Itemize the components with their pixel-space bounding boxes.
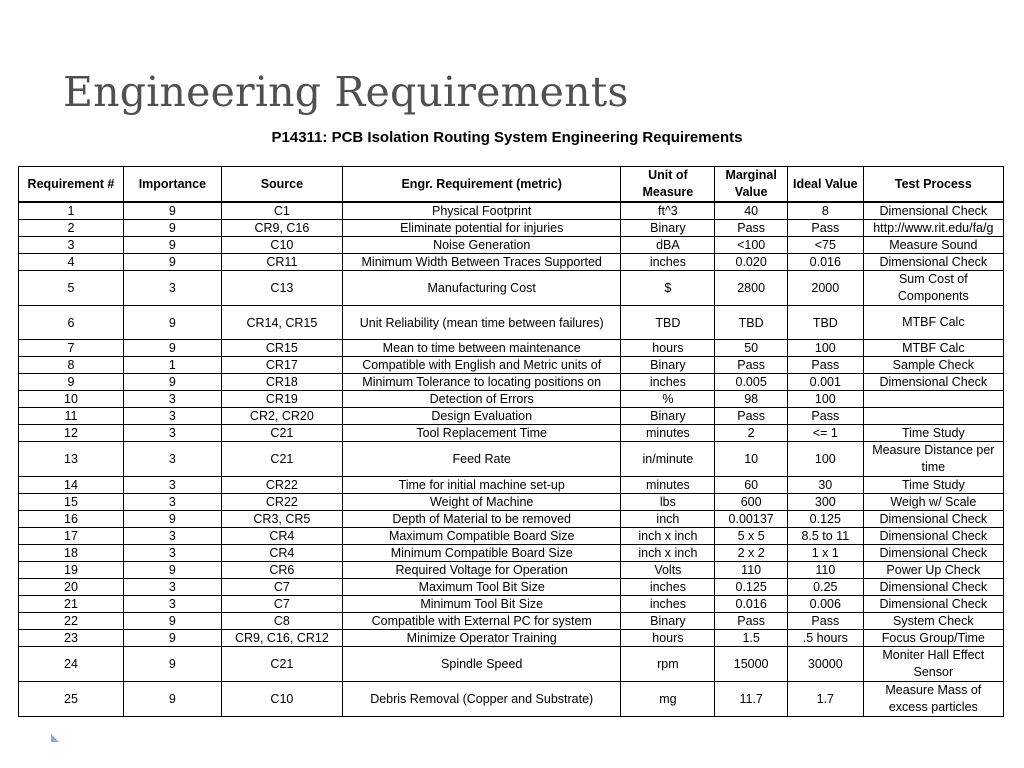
cell-unit-of-measure: minutes [621, 425, 715, 442]
cell-marginal-value: Pass [715, 408, 788, 425]
cell-importance: 3 [123, 545, 221, 562]
cell-marginal-value: 98 [715, 391, 788, 408]
cell-marginal-value: 11.7 [715, 682, 788, 717]
cell-ideal-value: Pass [787, 357, 863, 374]
cell-ideal-value: Pass [787, 408, 863, 425]
cell-importance: 9 [123, 511, 221, 528]
cell-engr-requirement: Compatible with External PC for system [342, 613, 621, 630]
cell-marginal-value: 10 [715, 442, 788, 477]
cell-requirement-number: 21 [19, 596, 124, 613]
cell-importance: 9 [123, 374, 221, 391]
cell-unit-of-measure: % [621, 391, 715, 408]
cell-engr-requirement: Feed Rate [342, 442, 621, 477]
cell-source: C21 [221, 647, 342, 682]
cell-unit-of-measure: $ [621, 271, 715, 306]
cell-importance: 9 [123, 613, 221, 630]
cell-unit-of-measure: rpm [621, 647, 715, 682]
cell-requirement-number: 18 [19, 545, 124, 562]
cell-source: CR9, C16, CR12 [221, 630, 342, 647]
cell-importance: 3 [123, 271, 221, 306]
table-row [19, 202, 1004, 220]
table-row [19, 596, 1004, 613]
cell-test-process: Measure Sound [863, 237, 1003, 254]
cell-test-process: Dimensional Check [863, 511, 1003, 528]
cell-importance: 3 [123, 477, 221, 494]
cell-test-process: MTBF Calc [863, 340, 1003, 357]
cell-source: C1 [221, 202, 342, 220]
table-row [19, 254, 1004, 271]
cell-engr-requirement: Required Voltage for Operation [342, 562, 621, 579]
cell-marginal-value: <100 [715, 237, 788, 254]
cell-source: CR22 [221, 477, 342, 494]
requirements-table-body [19, 202, 1004, 717]
cell-test-process: Dimensional Check [863, 545, 1003, 562]
cell-engr-requirement: Physical Footprint [342, 202, 621, 220]
cell-ideal-value: 0.006 [787, 596, 863, 613]
cell-importance: 1 [123, 357, 221, 374]
cell-requirement-number: 19 [19, 562, 124, 579]
cell-importance: 3 [123, 579, 221, 596]
cell-source: CR14, CR15 [221, 306, 342, 340]
cell-engr-requirement: Eliminate potential for injuries [342, 220, 621, 237]
cell-test-process: Measure Distance per time [863, 442, 1003, 477]
header-test-process: Test Process [863, 167, 1003, 203]
cell-test-process: http://www.rit.edu/fa/g [863, 220, 1003, 237]
cell-importance: 9 [123, 254, 221, 271]
cell-ideal-value: 30000 [787, 647, 863, 682]
cell-importance: 3 [123, 408, 221, 425]
table-row [19, 613, 1004, 630]
cell-test-process: System Check [863, 613, 1003, 630]
cell-requirement-number: 25 [19, 682, 124, 717]
cell-test-process: Sample Check [863, 357, 1003, 374]
cell-requirement-number: 22 [19, 613, 124, 630]
header-ideal-value: Ideal Value [787, 167, 863, 203]
cell-engr-requirement: Manufacturing Cost [342, 271, 621, 306]
cell-unit-of-measure: inch x inch [621, 528, 715, 545]
cell-requirement-number: 6 [19, 306, 124, 340]
table-row [19, 391, 1004, 408]
cell-importance: 9 [123, 562, 221, 579]
cell-source: C10 [221, 237, 342, 254]
cell-ideal-value: 300 [787, 494, 863, 511]
cell-marginal-value: 110 [715, 562, 788, 579]
cell-source: CR4 [221, 545, 342, 562]
cell-marginal-value: 50 [715, 340, 788, 357]
cell-source: CR17 [221, 357, 342, 374]
cell-marginal-value: 60 [715, 477, 788, 494]
cell-source: C7 [221, 579, 342, 596]
cell-requirement-number: 14 [19, 477, 124, 494]
cell-ideal-value: 100 [787, 442, 863, 477]
slide-title: Engineering Requirements [63, 68, 629, 116]
cell-ideal-value: 1.7 [787, 682, 863, 717]
cell-unit-of-measure: Binary [621, 408, 715, 425]
table-row [19, 562, 1004, 579]
cell-engr-requirement: Minimum Width Between Traces Supported [342, 254, 621, 271]
cell-importance: 3 [123, 494, 221, 511]
cell-test-process: MTBF Calc [863, 306, 1003, 340]
table-row [19, 511, 1004, 528]
table-row [19, 442, 1004, 477]
cell-unit-of-measure: ft^3 [621, 202, 715, 220]
cell-requirement-number: 23 [19, 630, 124, 647]
cell-unit-of-measure: inch x inch [621, 545, 715, 562]
cell-unit-of-measure: inches [621, 254, 715, 271]
cell-engr-requirement: Minimum Tolerance to locating positions on [342, 374, 621, 391]
cell-marginal-value: 5 x 5 [715, 528, 788, 545]
cell-marginal-value: 2 [715, 425, 788, 442]
cell-source: C21 [221, 425, 342, 442]
table-row [19, 220, 1004, 237]
cell-requirement-number: 10 [19, 391, 124, 408]
cell-test-process: Dimensional Check [863, 254, 1003, 271]
cell-source: C7 [221, 596, 342, 613]
cell-source: CR11 [221, 254, 342, 271]
cell-test-process: Sum Cost of Components [863, 271, 1003, 306]
cell-requirement-number: 1 [19, 202, 124, 220]
cell-ideal-value: <75 [787, 237, 863, 254]
table-row [19, 477, 1004, 494]
cell-test-process [863, 408, 1003, 425]
cell-marginal-value: 15000 [715, 647, 788, 682]
cell-test-process: Time Study [863, 425, 1003, 442]
cell-unit-of-measure: dBA [621, 237, 715, 254]
cell-unit-of-measure: minutes [621, 477, 715, 494]
table-row [19, 237, 1004, 254]
cell-ideal-value: Pass [787, 220, 863, 237]
cell-test-process: Time Study [863, 477, 1003, 494]
cell-importance: 3 [123, 391, 221, 408]
cell-marginal-value: 0.125 [715, 579, 788, 596]
cell-engr-requirement: Design Evaluation [342, 408, 621, 425]
cell-unit-of-measure: in/minute [621, 442, 715, 477]
cell-engr-requirement: Time for initial machine set-up [342, 477, 621, 494]
cell-requirement-number: 2 [19, 220, 124, 237]
cell-marginal-value: 2 x 2 [715, 545, 788, 562]
cell-importance: 9 [123, 630, 221, 647]
cell-requirement-number: 11 [19, 408, 124, 425]
cell-unit-of-measure: hours [621, 340, 715, 357]
cell-importance: 9 [123, 306, 221, 340]
table-title [0, 129, 1024, 146]
cell-engr-requirement: Compatible with English and Metric units of [342, 357, 621, 374]
cell-ideal-value: Pass [787, 613, 863, 630]
requirements-table [18, 166, 1004, 717]
cell-source: CR4 [221, 528, 342, 545]
cell-ideal-value: 8 [787, 202, 863, 220]
cell-marginal-value: 600 [715, 494, 788, 511]
cell-unit-of-measure: Binary [621, 613, 715, 630]
table-row [19, 425, 1004, 442]
table-row [19, 408, 1004, 425]
cell-source: CR19 [221, 391, 342, 408]
cell-importance: 3 [123, 425, 221, 442]
cell-unit-of-measure: TBD [621, 306, 715, 340]
cell-ideal-value: 2000 [787, 271, 863, 306]
cell-marginal-value: Pass [715, 357, 788, 374]
cell-requirement-number: 12 [19, 425, 124, 442]
cell-requirement-number: 4 [19, 254, 124, 271]
cell-ideal-value: .5 hours [787, 630, 863, 647]
cell-unit-of-measure: lbs [621, 494, 715, 511]
cell-source: CR9, C16 [221, 220, 342, 237]
cell-unit-of-measure: hours [621, 630, 715, 647]
cell-marginal-value: 1.5 [715, 630, 788, 647]
cell-ideal-value: 110 [787, 562, 863, 579]
cell-test-process: Measure Mass of excess particles [863, 682, 1003, 717]
table-row [19, 271, 1004, 306]
cell-requirement-number: 15 [19, 494, 124, 511]
cell-importance: 9 [123, 220, 221, 237]
cell-engr-requirement: Mean to time between maintenance [342, 340, 621, 357]
table-row [19, 357, 1004, 374]
cell-unit-of-measure: inches [621, 374, 715, 391]
cell-requirement-number: 17 [19, 528, 124, 545]
cell-test-process: Focus Group/Time [863, 630, 1003, 647]
cell-unit-of-measure: Binary [621, 357, 715, 374]
cell-requirement-number: 20 [19, 579, 124, 596]
cell-test-process: Dimensional Check [863, 374, 1003, 391]
cell-ideal-value: 0.125 [787, 511, 863, 528]
header-unit-of-measure: Unit of Measure [621, 167, 715, 203]
cell-unit-of-measure: inch [621, 511, 715, 528]
cell-importance: 9 [123, 682, 221, 717]
cell-requirement-number: 16 [19, 511, 124, 528]
cell-engr-requirement: Depth of Material to be removed [342, 511, 621, 528]
cell-source: CR18 [221, 374, 342, 391]
cell-ideal-value: <= 1 [787, 425, 863, 442]
cell-marginal-value: 0.016 [715, 596, 788, 613]
cell-engr-requirement: Unit Reliability (mean time between failures) [342, 306, 621, 340]
cell-source: C10 [221, 682, 342, 717]
cell-test-process: Dimensional Check [863, 596, 1003, 613]
cell-ideal-value: 0.25 [787, 579, 863, 596]
cell-marginal-value: 40 [715, 202, 788, 220]
cell-engr-requirement: Minimum Compatible Board Size [342, 545, 621, 562]
cell-engr-requirement: Spindle Speed [342, 647, 621, 682]
cell-engr-requirement: Maximum Tool Bit Size [342, 579, 621, 596]
cell-ideal-value: 100 [787, 340, 863, 357]
cell-source: CR6 [221, 562, 342, 579]
cell-test-process: Power Up Check [863, 562, 1003, 579]
cell-marginal-value: Pass [715, 220, 788, 237]
table-row [19, 545, 1004, 562]
cell-test-process: Dimensional Check [863, 528, 1003, 545]
cell-engr-requirement: Tool Replacement Time [342, 425, 621, 442]
cell-test-process: Dimensional Check [863, 202, 1003, 220]
cell-marginal-value: 0.020 [715, 254, 788, 271]
cell-unit-of-measure: mg [621, 682, 715, 717]
cell-source: CR15 [221, 340, 342, 357]
cell-ideal-value: 100 [787, 391, 863, 408]
table-row [19, 630, 1004, 647]
cell-source: CR2, CR20 [221, 408, 342, 425]
cell-requirement-number: 3 [19, 237, 124, 254]
table-row [19, 374, 1004, 391]
table-row [19, 494, 1004, 511]
table-row [19, 682, 1004, 717]
cell-unit-of-measure: Volts [621, 562, 715, 579]
table-row [19, 579, 1004, 596]
slide-corner-triangle [51, 734, 59, 742]
table-row [19, 306, 1004, 340]
cell-source: CR22 [221, 494, 342, 511]
cell-requirement-number: 9 [19, 374, 124, 391]
cell-importance: 3 [123, 528, 221, 545]
cell-marginal-value: Pass [715, 613, 788, 630]
cell-importance: 9 [123, 237, 221, 254]
header-requirement-number: Requirement # [19, 167, 124, 203]
cell-ideal-value: 30 [787, 477, 863, 494]
cell-requirement-number: 24 [19, 647, 124, 682]
cell-requirement-number: 5 [19, 271, 124, 306]
cell-engr-requirement: Maximum Compatible Board Size [342, 528, 621, 545]
cell-importance: 3 [123, 596, 221, 613]
cell-source: C13 [221, 271, 342, 306]
cell-marginal-value: 0.005 [715, 374, 788, 391]
cell-engr-requirement: Detection of Errors [342, 391, 621, 408]
cell-requirement-number: 13 [19, 442, 124, 477]
table-row [19, 528, 1004, 545]
header-marginal-value: Marginal Value [715, 167, 788, 203]
cell-source: C21 [221, 442, 342, 477]
cell-importance: 3 [123, 442, 221, 477]
table-title-text: P14311: PCB Isolation Routing System Engineering Requirements [271, 129, 743, 146]
cell-engr-requirement: Noise Generation [342, 237, 621, 254]
cell-marginal-value: TBD [715, 306, 788, 340]
cell-marginal-value: 0.00137 [715, 511, 788, 528]
cell-engr-requirement: Weight of Machine [342, 494, 621, 511]
table-header-row [19, 167, 1004, 203]
cell-test-process: Dimensional Check [863, 579, 1003, 596]
table-row [19, 647, 1004, 682]
cell-source: CR3, CR5 [221, 511, 342, 528]
cell-ideal-value: 0.016 [787, 254, 863, 271]
cell-ideal-value: 0.001 [787, 374, 863, 391]
cell-unit-of-measure: inches [621, 579, 715, 596]
cell-requirement-number: 8 [19, 357, 124, 374]
header-engr-requirement: Engr. Requirement (metric) [342, 167, 621, 203]
cell-marginal-value: 2800 [715, 271, 788, 306]
cell-importance: 9 [123, 340, 221, 357]
cell-engr-requirement: Debris Removal (Copper and Substrate) [342, 682, 621, 717]
cell-unit-of-measure: inches [621, 596, 715, 613]
cell-ideal-value: TBD [787, 306, 863, 340]
cell-ideal-value: 1 x 1 [787, 545, 863, 562]
cell-ideal-value: 8.5 to 11 [787, 528, 863, 545]
cell-requirement-number: 7 [19, 340, 124, 357]
cell-engr-requirement: Minimize Operator Training [342, 630, 621, 647]
cell-test-process [863, 391, 1003, 408]
table-row [19, 340, 1004, 357]
cell-test-process: Weigh w/ Scale [863, 494, 1003, 511]
header-source: Source [221, 167, 342, 203]
cell-importance: 9 [123, 647, 221, 682]
cell-source: C8 [221, 613, 342, 630]
cell-unit-of-measure: Binary [621, 220, 715, 237]
cell-engr-requirement: Minimum Tool Bit Size [342, 596, 621, 613]
header-importance: Importance [123, 167, 221, 203]
cell-test-process: Moniter Hall Effect Sensor [863, 647, 1003, 682]
cell-importance: 9 [123, 202, 221, 220]
